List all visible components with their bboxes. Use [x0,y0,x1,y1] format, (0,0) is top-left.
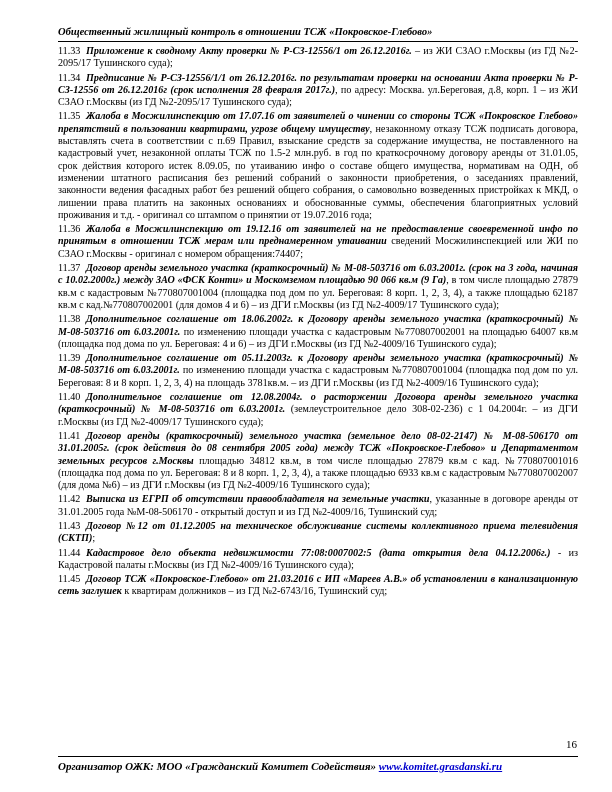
item-title: Жалоба в Мосжилинспекцию от 17.07.16 от заявителей о чинении со стороны ТСЖ «Покровское Глебово» препятствий в пользовании квартирами, угрозе общему имуществу [58,111,578,135]
item-text: сведений Мосжилинспекцией или ЖИ по СЗАО г.Москвы - оригинал с номером обращения:74407; [58,236,579,260]
list-item [58,494,578,519]
item-number: 11.38 [58,314,81,326]
item-title: Жалоба в Мосжилинспекцию от 19.12.16 от заявителей на не предоставление своевременной инфо по принятым в отношении ТСЖ мерам или преднамеренном утаивании [58,224,578,248]
footer-organizer: Организатор ОЖК: МОО «Гражданский Комитет Содействия» [58,761,377,773]
item-text: – из ЖИ СЗАО г.Москвы (из ГД №2-2095/17 Тушинского суда); [58,46,578,70]
document-body [58,46,578,601]
list-item [58,111,578,222]
item-text: - из Кадастровой палаты г.Москвы (из ГД №2-4009/16 Тушинского суда); [58,547,578,571]
item-text: ; [92,533,96,545]
item-text: , по адресу: Москва. ул.Береговая, д.8, корп. 1 – из ЖИ СЗАО г.Москвы (из ГД №2-2095/17 Тушинского суда); [58,84,578,109]
item-number: 11.44 [58,547,81,559]
item-title: Кадастровое дело объекта недвижимости 77:08:0007002:5 (дата открытия дела 04.12.2006г.) [86,547,551,559]
list-item [58,263,578,312]
item-text: площадью 34812 кв.м, в том числе площадью 27879 кв.м с кад. №770807001016 (площадка под дома по ул. Береговая: 8 и 8 корп. 1, 2, 3, 4), а также площадью 6933 кв.м с кадастровым №770807002007 (для дома №6) – из ДГИ г.Москвы (из ГД №2-4009/16 Тушинского суда); [58,455,578,492]
item-title: Предписание № Р-СЗ-12556/1/1 от 26.12.2016г. по результатам проверки на основании Акта проверки № Р-СЗ-12556 от 26.12.2016г (срок исполнения 28 февраля 2017г.) [58,72,578,96]
header-title: Общественный жилищный контроль в отношении ТСЖ «Покровское-Глебово» [58,27,433,38]
item-number: 11.41 [58,430,81,442]
item-title: Приложение к сводному Акту проверки № Р-СЗ-12556/1 от 26.12.2016г. [86,46,412,57]
item-number: 11.35 [58,111,81,123]
item-text: , незаконному отказу ТСЖ подписать договора, выставлять счета в соответствии с п.69 Правил, взыскание средств за содержание имущества, не поставленного на кадастровый учет, незаконной оплаты ТСЖ по 1.5-2 млн.руб. в год по краткосрочному договору аренды от 31.01.05, срок действия которого истек 8.09.05, по утаиванию инфо о составе общего имущества, нормативам на ОДН, об изменении штатного расписания без решений собраний о законности приобретения, о заседаниях правлений, законности ведения фасадных работ без решений общего собрания, о самовольно возведенных пристройках к МКД, о лишении права платить на законных основаниях и обоснованные суммы, обеспечения благоприятных условий проживания и т.д. - оригинал со штампом о принятии от 19.07.2016 года; [58,123,578,221]
item-title: Договор аренды земельного участка (краткосрочный) № М-08-503716 от 6.03.2001г. (срок на 3 года, начиная с 10.02.2000г.) между ЗАО «ФСК Конти» и Москомземом площадью 90 066 кв.м (9 Га) [58,263,578,287]
item-text: (землеустроительное дело 308-02-236) с 1 04.2004г. – из ДГИ г.Москвы (из ГД №2-4009/17 Тушинского суда); [58,404,579,428]
item-list [58,46,578,599]
list-item [58,46,578,71]
item-text: , указанные в договоре аренды от 31.01.2005 года №М-08-506170 - открытый доступ и из ГД №2-4009/16, Тушинский суд; [58,494,578,518]
item-number: 11.39 [58,353,81,365]
item-text: к квартирам должников – из ГД №2-6743/16, Тушинский суд; [121,586,388,598]
item-number: 11.36 [58,224,81,236]
item-title: Дополнительное соглашение от 05.11.2003г. к Договору аренды земельного участка (краткосрочный) № М-08-503716 от 6.03.2001г. [58,353,578,377]
item-number: 11.45 [58,574,81,586]
page-footer [58,756,578,773]
page-header [58,27,578,42]
item-text: по изменению площади участка с кадастровым №770807001004 (площадка под дом по ул. Береговая: 8 и 8 корп. 1, 2, 3, 4) на площадь 3781кв.м. – из ДГИ г.Москвы (из ГД №2-4009/16 Тушинского суда); [58,365,578,389]
list-item [58,431,578,492]
list-item [58,521,578,546]
footer-link[interactable]: www.komitet.grasdanski.ru [378,761,503,773]
item-number: 11.33 [58,46,81,57]
list-item [58,548,578,573]
item-title: Договор №12 от 01.12.2005 на техническое обслуживание системы коллективного приема телевидения (СКТП) [58,520,578,545]
item-number: 11.40 [58,392,81,404]
item-number: 11.42 [58,494,81,506]
item-number: 11.37 [58,263,81,275]
page-number: 16 [566,739,577,751]
item-title: Договор ТСЖ «Покровское-Глебово» от 21.03.2016 с ИП «Мареев А.В.» об установлении в канализационную сеть заглушек [58,574,578,598]
item-text: по изменению площади участка с кадастровым №770807002001 на площадью 64007 кв.м (площадка под дома по ул. Береговая: 4 и 6) – из ДГИ г.Москвы (из ГД №2-4009/16 Тушинского суда); [58,326,579,350]
item-title: Договор аренды (краткосрочный) земельного участка (земельное дело 08-02-2147) № М-08-506170 от 31.01.2005г. (срок действия до 08 сентября 2005 года) между ТСЖ «Покровское-Глебово» и Департаментом земельных ресурсов г.Москвы [58,430,578,467]
list-item [58,314,578,351]
item-title: Дополнительное соглашение от 12.08.2004г. о расторжении Договора аренды земельного участка (краткосрочный) № М-08-503716 от 6.03.2001г. [58,392,578,416]
item-number: 11.43 [58,520,81,532]
item-number: 11.34 [58,72,81,84]
item-title: Выписка из ЕГРП об отсутствии правообладателя на земельные участки [86,494,430,506]
list-item [58,353,578,390]
list-item [58,392,578,429]
item-title: Дополнительное соглашение от 18.06.2002г. к Договору аренды земельного участка (краткосрочный) № М-08-503716 от 6.03.2001г. [58,314,578,338]
list-item [58,224,578,261]
item-text: , в том числе площадью 27879 кв.м с кадастровым №770807001004 (площадка под дом по ул. Береговая: 8 корп. 1, 2, 3, 4), а также площадью 62187 кв.м с кад.№770807002001 (для домов 4 и 6) – из ДГИ г.Москвы (из ГД №2-4009/17 Тушинского суда); [58,275,579,311]
list-item [58,574,578,599]
list-item [58,73,578,110]
